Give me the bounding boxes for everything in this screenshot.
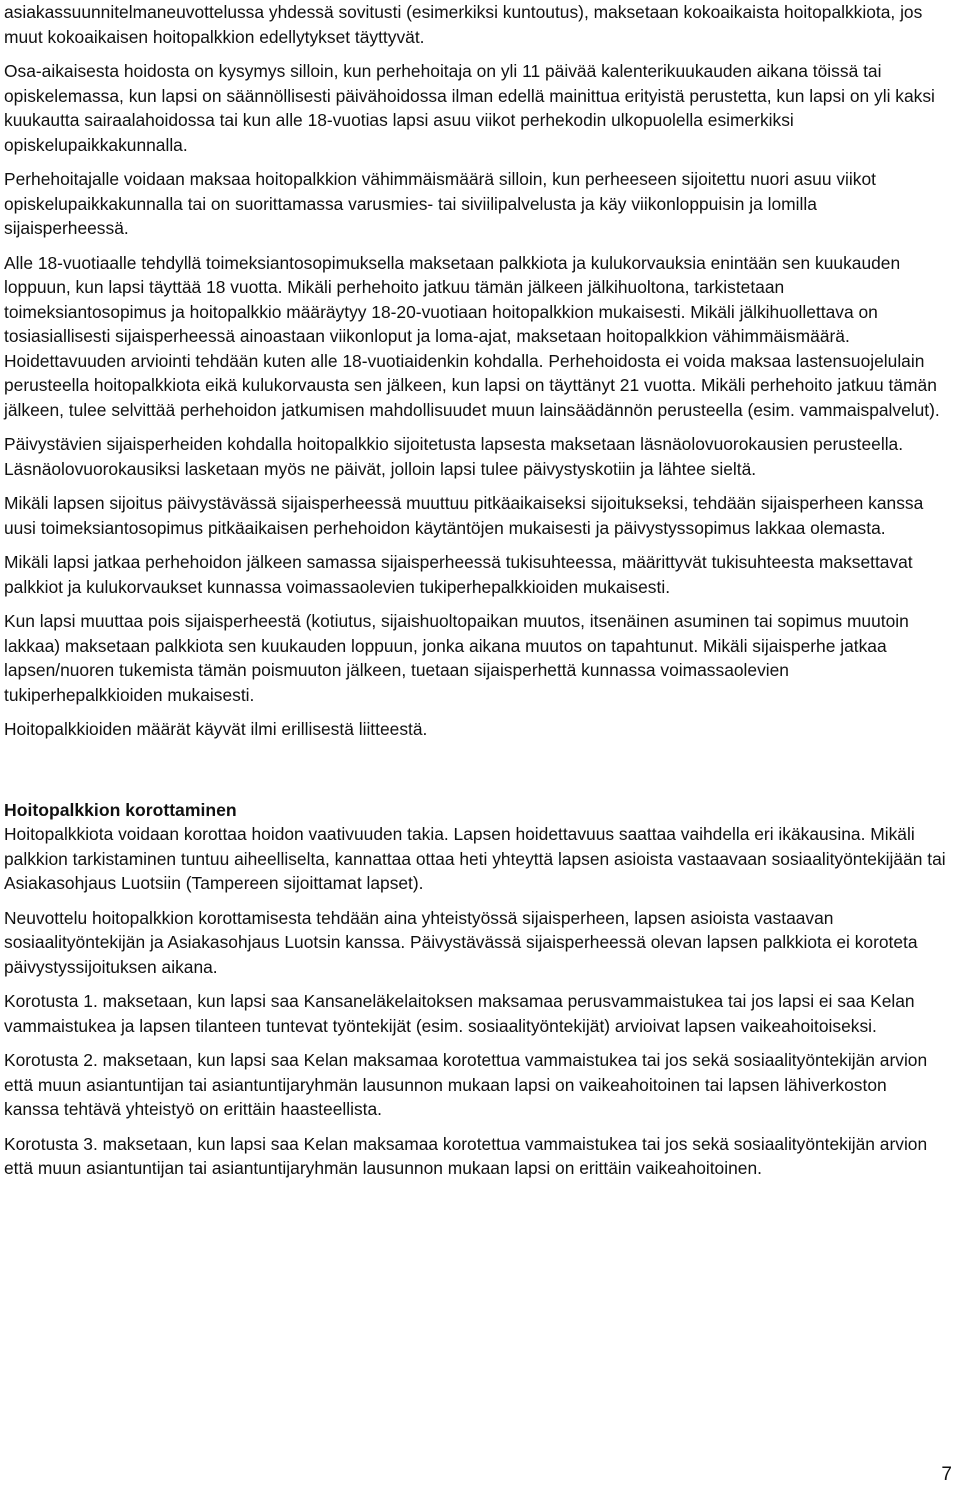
paragraph: Korotusta 2. maksetaan, kun lapsi saa Kelan maksamaa korotettua vammaistukea tai jos sekä sosiaalityöntekijän arvion että muun asiantuntijan tai asiantuntijaryhmän lausunnon mukaan lapsi on vaikeahoitoinen tai lapsen lähiverkoston kanssa tehtävä yhteistyö on erittäin haasteellista. <box>4 1050 928 1119</box>
paragraph: Mikäli lapsi jatkaa perhehoidon jälkeen samassa sijaisperheessä tukisuhteessa, määrittyvät tukisuhteesta maksettavat palkkiot ja kulukorvaukset kunnassa voimassaolevien tukiperhepalkkioiden mukaisesti. <box>4 552 913 597</box>
paragraph: Osa-aikaisesta hoidosta on kysymys silloin, kun perhehoitaja on yli 11 päivää kalenterikuukauden aikana töissä tai opiskelemassa, kun lapsi on säännöllisesti päivähoidossa ilman edellä mainittua erityistä perustetta, kun lapsi on yli kaksi kuukautta sairaalahoidossa tai kun alle 18-vuotias lapsi asuu viikot perhekodin ulkopuolella esimerkiksi opiskelupaikkakunnalla. <box>4 61 935 155</box>
section-heading: Hoitopalkkion korottaminen <box>4 799 237 820</box>
paragraph: Neuvottelu hoitopalkkion korottamisesta tehdään aina yhteistyössä sijaisperheen, lapsen asioista vastaavan sosiaalityöntekijän ja Asiakasohjaus Luotsin kanssa. Päivystävässä sijaisperheessä olevan lapsen palkkiota ei koroteta päivystyssijoituksen aikana. <box>4 907 918 977</box>
page-number: 7 <box>941 1464 952 1485</box>
paragraph: Kun lapsi muuttaa pois sijaisperheestä (kotiutus, sijaishuoltopaikan muutos, itsenäinen asuminen tai sopimus muutoin lakkaa) maksetaan palkkiota sen kuukauden loppuun, jonka aikana muutos on tapahtunut. Mikäli sijaisperhe jatkaa lapsen/nuoren tukemista tämän poismuuton jälkeen, tuetaan sijaisperhettä kunnassa voimassaolevien tukiperhepalkkioiden mukaisesti. <box>4 611 909 705</box>
section-spacer <box>4 752 946 798</box>
paragraph: asiakassuunnitelmaneuvottelussa yhdessä sovitusti (esimerkiksi kuntoutus), maksetaan kokoaikaista hoitopalkkiota, jos muut kokoaikaisen hoitopalkkion edellytykset täyttyvät. <box>4 2 923 47</box>
paragraph: Korotusta 1. maksetaan, kun lapsi saa Kansaneläkelaitoksen maksamaa perusvammaistukea tai jos lapsi ei saa Kelan vammaistukea ja lapsen tilanteen tuntevat työntekijät (esim. sosiaalityöntekijät) arvioivat lapsen vaikeahoitoiseksi. <box>4 991 915 1036</box>
paragraph: Mikäli lapsen sijoitus päivystävässä sijaisperheessä muuttuu pitkäaikaiseksi sijoitukseksi, tehdään sijaisperheen kanssa uusi toimeksiantosopimus pitkäaikaisen perhehoidon käytäntöjen mukaisesti ja päivystyssopimus lakkaa olemasta. <box>4 493 924 538</box>
paragraph: Perhehoitajalle voidaan maksaa hoitopalkkion vähimmäismäärä silloin, kun perheeseen sijoitettu nuori asuu viikot opiskelupaikkakunnalla tai on suorittamassa varusmies- tai siviilipalvelusta ja käy viikonloppuisin ja lomilla sijaisperheessä. <box>4 169 876 238</box>
paragraph: Korotusta 3. maksetaan, kun lapsi saa Kelan maksamaa korotettua vammaistukea tai jos sekä sosiaalityöntekijän arvion että muun asiantuntijan tai asiantuntijaryhmän lausunnon mukaan lapsi on erittäin vaikeahoitoinen. <box>4 1133 928 1178</box>
paragraph: Hoitopalkkiota voidaan korottaa hoidon vaativuuden takia. Lapsen hoidettavuus saattaa vaihdella eri ikäkausina. Mikäli palkkion tarkistaminen tuntuu aiheelliselta, kannattaa ottaa heti yhteyttä lapsen asioista vastaavaan sosiaalityöntekijään tai Asiakasohjaus Luotsiin (Tampereen sijoittamat lapset). <box>4 824 946 893</box>
paragraph: Hoitopalkkioiden määrät käyvät ilmi erillisestä liitteestä. <box>4 719 428 739</box>
paragraph: Päivystävien sijaisperheiden kohdalla hoitopalkkio sijoitetusta lapsesta maksetaan läsnäolovuorokausien perusteella. Läsnäolovuorokausiksi lasketaan myös ne päivät, jolloin lapsi tulee päivystyskotiin ja lähtee sieltä. <box>4 434 904 479</box>
paragraph: Alle 18-vuotiaalle tehdyllä toimeksiantosopimuksella maksetaan palkkiota ja kulukorvauksia enintään sen kuukauden loppuun, kun lapsi täyttää 18 vuotta. Mikäli perhehoito jatkuu tämän jälkeen jälkihuoltona, tarkistetaan toimeksiantosopimus ja hoitopalkkio määräytyy 18-20-vuotiaan hoitopalkkion mukaisesti. Mikäli jälkihuollettava on tosiasiallisesti sijaisperheessä ainoastaan viikonloput ja loma-ajat, maksetaan hoitopalkkion vähimmäismäärä. Hoidettavuuden arviointi tehdään kuten alle 18-vuotiaidenkin kohdalla. Perhehoidosta ei voida maksaa lastensuojelulain perusteella hoitopalkkiota eikä kulukorvausta sen jälkeen, kun lapsi on täyttänyt 21 vuotta. Mikäli perhehoito jatkuu tämän jälkeen, tulee selvittää perhehoidon jatkumisen mahdollisuudet muun lainsäädännön perusteella (esim. vammaispalvelut). <box>4 252 940 420</box>
